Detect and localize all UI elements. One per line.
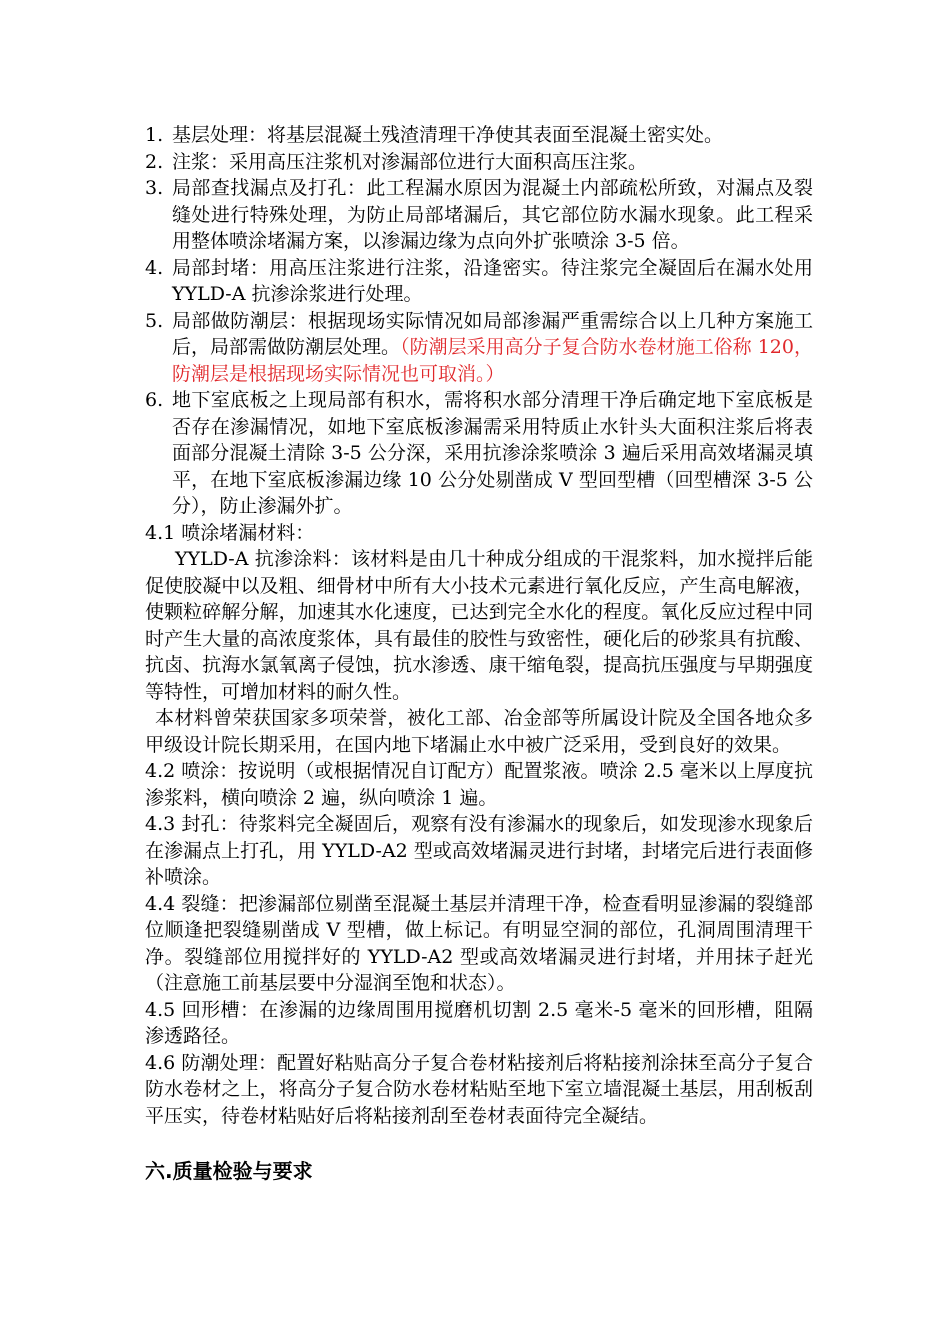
- list-item: [145, 387, 813, 520]
- list-text: 局部封堵：用高压注浆进行注浆，沿逢密实。待注浆完全凝固后在漏水处用 YYLD-A 抗渗涂浆进行处理。: [172, 256, 813, 305]
- list-text: 地下室底板之上现局部有积水，需将积水部分清理干净后确定地下室底板是否存在渗漏情况，如地下室底板渗漏需采用特质止水针头大面积注浆后将表面部分混凝土清除 3-5 公分深，采用抗渗涂浆喷涂 3 遍后采用高效堵漏灵填平，在地下室底板渗漏边缘 10 公分处剔凿成 V 型回型槽（回型槽深 3-5 公分），防止渗漏外扩。: [172, 389, 813, 517]
- list-number: 4.: [145, 256, 164, 279]
- document-page: [145, 122, 813, 1185]
- paragraph-material-honor: 本材料曾荣获国家多项荣誉，被化工部、冶金部等所属设计院及全国各地众多甲级设计院长期采用，在国内地下堵漏止水中被广泛采用，受到良好的效果。: [145, 707, 813, 756]
- section-heading: 六.质量检验与要求: [145, 1159, 313, 1183]
- list-number: 2.: [145, 150, 164, 173]
- subsection-title: 4.1 喷涂堵漏材料：: [145, 521, 315, 544]
- list-item: [145, 149, 813, 176]
- paragraph-sealing-holes: 4.3 封孔：待浆料完全凝固后，观察有没有渗漏水的现象后，如发现渗水现象后在渗漏点上打孔，用 YYLD-A2 型或高效堵漏灵进行封堵，封堵完后进行表面修补喷涂。: [145, 813, 813, 888]
- paragraph-material-desc: YYLD-A 抗渗涂料：该材料是由几十种成分组成的干混浆料，加水搅拌后能促使胶凝中以及粗、细骨材中所有大小技术元素进行氧化反应，产生高电解液，使颗粒碎解分解，加速其水化速度，已达到完全水化的程度。氧化反应过程中同时产生大量的高浓度浆体，具有最佳的胶性与致密性，硬化后的砂浆具有抗酸、抗卤、抗海水氯氧离子侵蚀，抗水渗透、康干缩龟裂，提高抗压强度与早期强度等特性，可增加材料的耐久性。: [145, 548, 813, 703]
- paragraph-groove: 4.5 回形槽：在渗漏的边缘周围用搅磨机切割 2.5 毫米-5 毫米的回形槽，阻隔渗透路径。: [145, 998, 813, 1047]
- list-text: 注浆：采用高压注浆机对渗漏部位进行大面积高压注浆。: [172, 150, 648, 173]
- list-number: 6.: [145, 389, 164, 411]
- list-item: [145, 308, 813, 388]
- list-text: 基层处理：将基层混凝土残渣清理干净使其表面至混凝土密实处。: [172, 124, 724, 146]
- list-item: [145, 255, 813, 308]
- list-number: 3.: [145, 177, 164, 199]
- paragraph-moisture-proof: 4.6 防潮处理：配置好粘贴高分子复合卷材粘接剂后将粘接剂涂抹至高分子复合防水卷材之上，将高分子复合防水卷材粘贴至地下室立墙混凝土基层，用刮板刮平压实，待卷材粘贴好后将粘接剂刮至卷材表面待完全凝结。: [145, 1051, 813, 1127]
- list-item: [145, 175, 813, 255]
- paragraph-cracks: 4.4 裂缝：把渗漏部位剔凿至混凝土基层并清理干净，检查看明显渗漏的裂缝部位顺逢把裂缝剔凿成 V 型槽，做上标记。有明显空洞的部位，孔洞周围清理干净。裂缝部位用搅拌好的 YYLD-A2 型或高效堵漏灵进行封堵，并用抹子赶光（注意施工前基层要中分湿润至饱和状态）。: [145, 892, 813, 994]
- list-number: 5.: [145, 309, 164, 332]
- list-item: [145, 122, 813, 149]
- red-note: （防潮层采用高分子复合防水卷材施工俗称 120，防潮层是根据现场实际情况也可取消。）: [172, 336, 813, 385]
- construction-steps: [145, 122, 813, 520]
- list-text: 局部查找漏点及打孔：此工程漏水原因为混凝土内部疏松所致，对漏点及裂缝处进行特殊处理，为防止局部堵漏后，其它部位防水漏水现象。此工程采用整体喷涂堵漏方案，以渗漏边缘为点向外扩张喷涂 3-5 倍。: [172, 177, 813, 252]
- list-number: 1.: [145, 124, 164, 146]
- paragraph-spraying: 4.2 喷涂：按说明（或根据情况自订配方）配置浆液。喷涂 2.5 毫米以上厚度抗渗浆料，横向喷涂 2 遍，纵向喷涂 1 遍。: [145, 760, 813, 809]
- list-text: 局部做防潮层：根据现场实际情况如局部渗漏严重需综合以上几种方案施工后，局部需做防潮层处理。: [172, 309, 813, 358]
